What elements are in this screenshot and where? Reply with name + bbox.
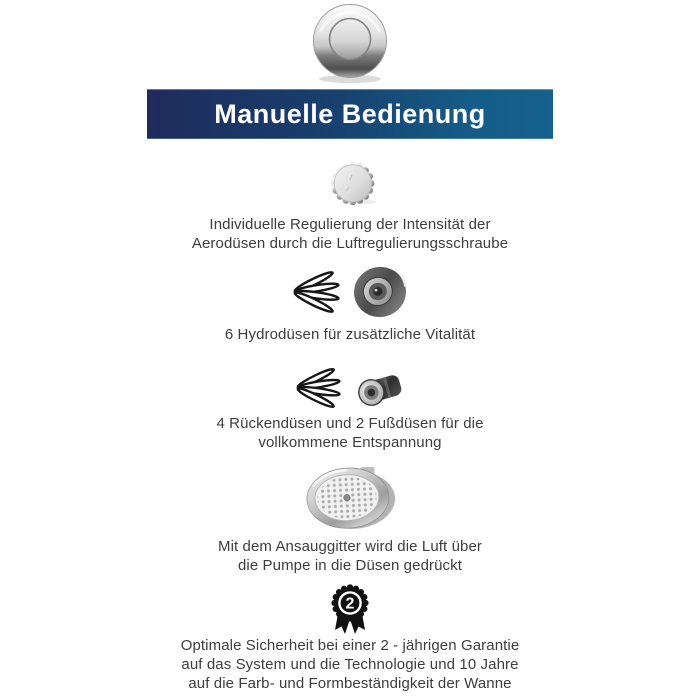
suction-grille-icon: [302, 466, 398, 532]
text-line: die Pumpe in die Düsen gedrückt: [237, 557, 463, 574]
pneumatic-button-graphic: [310, 2, 390, 84]
warranty-medal-icon: [322, 583, 378, 635]
hydro-jet-icon: [350, 263, 410, 321]
pneumatic-button-icon: [310, 2, 390, 84]
foot-jet-icon: [353, 364, 407, 412]
text-line: Aerodüsen durch die Luftregulierungsschraube: [191, 235, 509, 252]
spray-fan-icon: [293, 364, 343, 412]
text-hydro-jets: [225, 325, 475, 344]
text-line: auf das System und die Technologie und 10 Jahre: [181, 656, 519, 673]
medal-graphic: [322, 583, 378, 635]
text-back-foot-jets: [216, 414, 483, 452]
hydro-jets-icons: [290, 263, 410, 321]
text-line: vollkommene Entspannung: [258, 434, 442, 451]
text-line: auf die Farb- und Formbeständigkeit der Wanne: [188, 675, 512, 692]
air-regulation-knob-icon: [319, 157, 381, 207]
knob-graphic: [319, 157, 381, 207]
text-line: 6 Hydrodüsen für zusätzliche Vitalität: [224, 326, 476, 343]
header-banner: [147, 89, 553, 139]
page-title: Manuelle Bedienung: [214, 98, 486, 129]
text-warranty: [181, 636, 520, 693]
medal-number: 2: [345, 595, 355, 613]
text-line: Mit dem Ansauggitter wird die Luft über: [217, 538, 483, 555]
grille-graphic: [302, 466, 398, 532]
text-line: Individuelle Regulierung der Intensität der: [209, 216, 491, 233]
text-air-regulation: [192, 215, 508, 253]
text-line: 4 Rückendüsen und 2 Fußdüsen für die: [216, 415, 484, 432]
text-line: Optimale Sicherheit bei einer 2 - jährigen Garantie: [180, 637, 520, 654]
text-suction-grille: [218, 537, 482, 575]
back-foot-jets-icons: [293, 364, 407, 412]
spray-fan-icon: [290, 266, 340, 318]
